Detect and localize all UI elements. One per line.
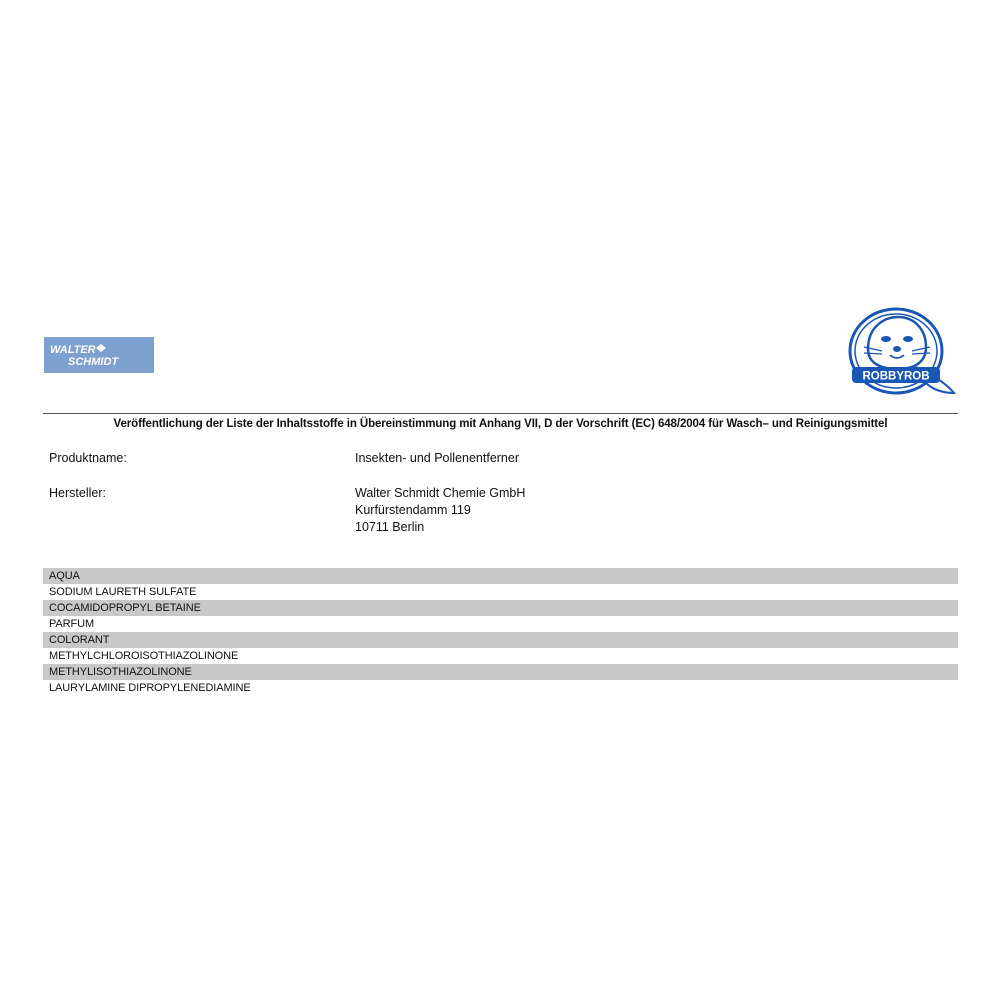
- manufacturer-address: [355, 485, 525, 536]
- ingredient-row: METHYLCHLOROISOTHIAZOLINONE: [49, 650, 239, 662]
- ingredient-row: LAURYLAMINE DIPROPYLENEDIAMINE: [49, 682, 251, 694]
- product-name-label: Produktname:: [49, 451, 127, 465]
- manufacturer-street: Kurfürstendamm 119: [355, 503, 471, 517]
- ingredient-row: COCAMIDOPROPYL BETAINE: [43, 600, 958, 616]
- logo-line2: SCHMIDT: [68, 356, 119, 368]
- walter-schmidt-logo: [44, 337, 154, 373]
- ingredient-row: METHYLISOTHIAZOLINONE: [43, 664, 958, 680]
- product-name-value: Insekten- und Pollenentferner: [355, 451, 519, 465]
- header-divider: [43, 413, 958, 414]
- ingredient-row: COLORANT: [43, 632, 958, 648]
- document-heading: Veröffentlichung der Liste der Inhaltsstoffe in Übereinstimmung mit Anhang VII, D der Vorschrift (EC) 648/2004 für Wasch– und Reinigungsmittel: [113, 418, 888, 430]
- seal-mascot-icon: [846, 305, 958, 399]
- manufacturer-company: Walter Schmidt Chemie GmbH: [355, 486, 526, 500]
- manufacturer-label: Hersteller:: [49, 486, 106, 500]
- logo-line1: WALTER: [50, 344, 96, 356]
- ingredient-list: [43, 568, 958, 696]
- ingredient-row: SODIUM LAURETH SULFATE: [49, 586, 197, 598]
- ingredient-row: AQUA: [43, 568, 958, 584]
- ingredient-row: PARFUM: [49, 618, 95, 630]
- manufacturer-city: 10711 Berlin: [355, 520, 425, 534]
- robbyrob-logo-text: ROBBYROB: [862, 370, 930, 383]
- robbyrob-logo: [846, 305, 958, 399]
